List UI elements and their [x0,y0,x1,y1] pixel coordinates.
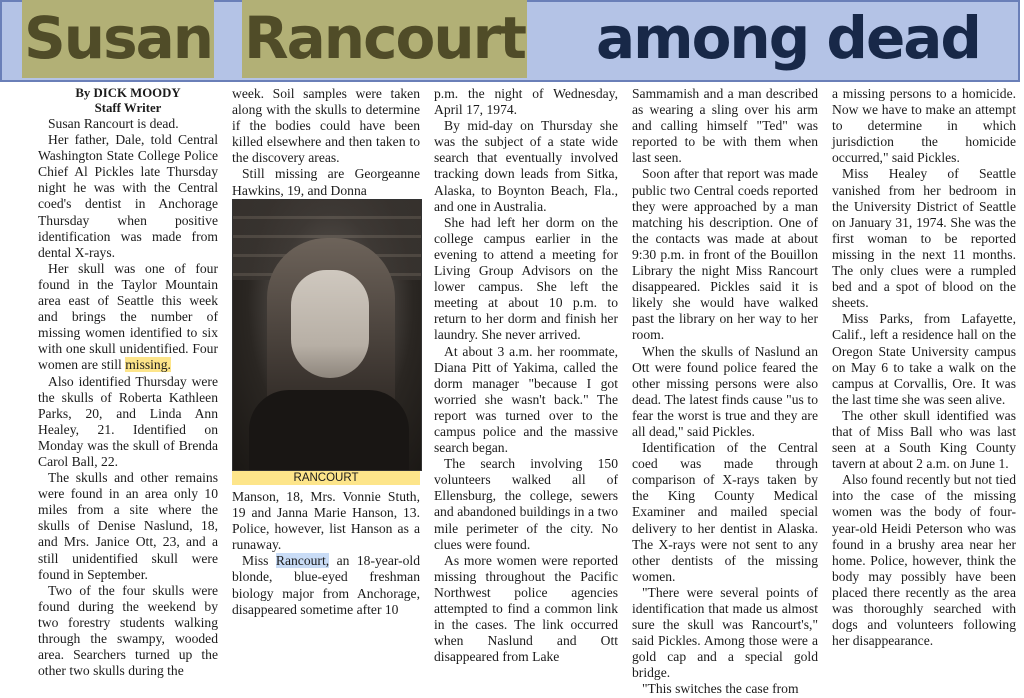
paragraph: As more women were reported missing throughout the Pacific Northwest police agencies attempted to find a common link in the cases. The link occurred when Naslund and Ott disappeared from Lake [434,552,618,665]
paragraph: Still missing are Georgeanne Hawkins, 19, and Donna [232,166,420,198]
paragraph: At about 3 a.m. her roommate, Diana Pitt of Yakima, called the dorm manager "because I got worried she wasn't back." The report was turned over to the campus police and the massive search began. [434,343,618,456]
paragraph: Manson, 18, Mrs. Vonnie Stuth, 19 and Janna Marie Hanson, 13. Police, however, list Hanson as a runaway. [232,489,420,553]
paragraph-text: Miss [242,553,269,569]
photo-caption: RANCOURT [232,471,420,485]
article-column-2-bottom [232,489,420,618]
paragraph: Also identified Thursday were the skulls of Roberta Kathleen Parks, 20, and Linda Ann Healey, 21. Identified on Monday was the skull of Brenda Carol Ball, 22. [38,373,218,469]
article-column-4 [632,86,818,698]
article-column-3 [434,86,618,665]
headline-banner [0,0,1020,82]
paragraph: Identification of the Central coed was made through comparison of X-rays taken by the King County Medical Examiner and mailed special delivery to her dentist in Alaska. The X-rays were not sent to any other dentists of the missing women. [632,440,818,584]
paragraph: week. Soil samples were taken along with the skulls to determine if the bodies could have been killed elsewhere and then taken to the discovery areas. [232,86,420,166]
paragraph: a missing persons to a homicide. Now we have to make an attempt to determine in which jurisdiction the homicide occurred," said Pickles. [832,86,1016,166]
paragraph [232,553,420,617]
paragraph: The other skull identified was that of Miss Ball who was last seen at a South King County tavern at about 2 a.m. on June 1. [832,407,1016,472]
paragraph: The skulls and other remains were found in an area only 10 miles from a site where the skulls of Denise Naslund, 18, and Mrs. Janice Ott, 23, and a still unidentified skull were found in September. [38,470,218,582]
paragraph: When the skulls of Naslund an Ott were found police feared the other missing persons were also dead. The latest finds cause "us to fear the worst is true and they are all dead," said Pickles. [632,343,818,439]
article-column-1 [38,86,218,679]
paragraph: The search involving 150 volunteers walked all of Ellensburg, the college, sewers and abandoned buildings in a two mile perimeter of the city. No clues were found. [434,456,618,552]
photo-rancourt [232,199,422,471]
paragraph: Miss Parks, from Lafayette, Calif., left a residence hall on the Oregon State University campus on May 6 to take a walk on the campus at Corvallis, Ore. It was the last time she was seen alive. [832,311,1016,407]
paragraph-text: Her skull was one of four found in the Taylor Mountain area east of Seattle this week and brings the number of missing women identified to six with one skull unidentified. Four women are still [38,260,218,373]
photo-face [291,270,369,378]
paragraph: By mid-day on Thursday she was the subject of a state wide search that eventually involved tracking down leads from Sitka, Alaska, to Boynton Beach, Fla., and one in Australia. [434,118,618,214]
paragraph: She had left her dorm on the college campus earlier in the evening to attend a meeting for Living Group Advisors on the lower campus. She left the meeting at about 10 p.m. to return to her dorm and finish her laundry. She never arrived. [434,214,618,343]
headline-rest: among dead [596,4,980,72]
byline-name: By DICK MOODY [75,86,181,100]
paragraph: Her father, Dale, told Central Washington State College Police Chief Al Pickles late Thursday night he was with the Central coed's dentist in Anchorage Thursday when positive identification was made from dental X-rays. [38,132,218,260]
paragraph: Two of the four skulls were found during the weekend by two forestry students walking through the swampy, wooded area. Searchers turned up the other two skulls during the [38,582,218,679]
byline-title: Staff Writer [94,101,162,115]
paragraph: "There were several points of identification that made us almost sure the skull was Rancourt's," said Pickles. Among those were a gold cap and a special gold bridge. [632,584,818,681]
article-column-2-top [232,86,420,199]
article-column-5 [832,86,1016,649]
paragraph: p.m. the night of Wednesday, April 17, 1974. [434,86,618,118]
paragraph: Sammamish and a man described as wearing a sling over his arm and calling himself "Ted" was reported to be with them when last seen. [632,86,818,166]
paragraph: "This switches the case from [642,681,799,697]
photo-sweater [249,390,409,471]
highlighted-name: Rancourt, [275,553,330,569]
headline-name-last: Rancourt [242,0,527,78]
headline-name-first: Susan [22,0,214,78]
paragraph: Also found recently but not tied into the case of the missing women was the body of four-year-old Heidi Peterson who was found in a brushy area near her home. Police, however, think the body may possibly have been placed there recently as the area was thoroughly searched with dogs and volunteers following her disappearance. [832,472,1016,649]
paragraph-text: an 18-year-old blonde, blue-eyed freshman biology major from Anchorage, disappeared sometime after 10 [232,553,421,617]
paragraph [38,261,218,374]
paragraph: Miss Healey of Seattle vanished from her bedroom in the University District of Seattle on January 31, 1974. She was the first woman to be reported missing in the next 11 months. The only clues were a rumpled bed and a spot of blood on the sheets. [832,166,1016,311]
highlighted-word: missing. [125,357,171,373]
paragraph: Susan Rancourt is dead. [48,116,179,131]
paragraph: Soon after that report was made public two Central coeds reported they were approached by a man matching his description. One of the contacts was made at about 9:30 p.m. in front of the Bouillon Library the night Miss Rancourt disappeared. Pickles said it is likely she would have walked past the library on her way to her room. [632,166,818,343]
